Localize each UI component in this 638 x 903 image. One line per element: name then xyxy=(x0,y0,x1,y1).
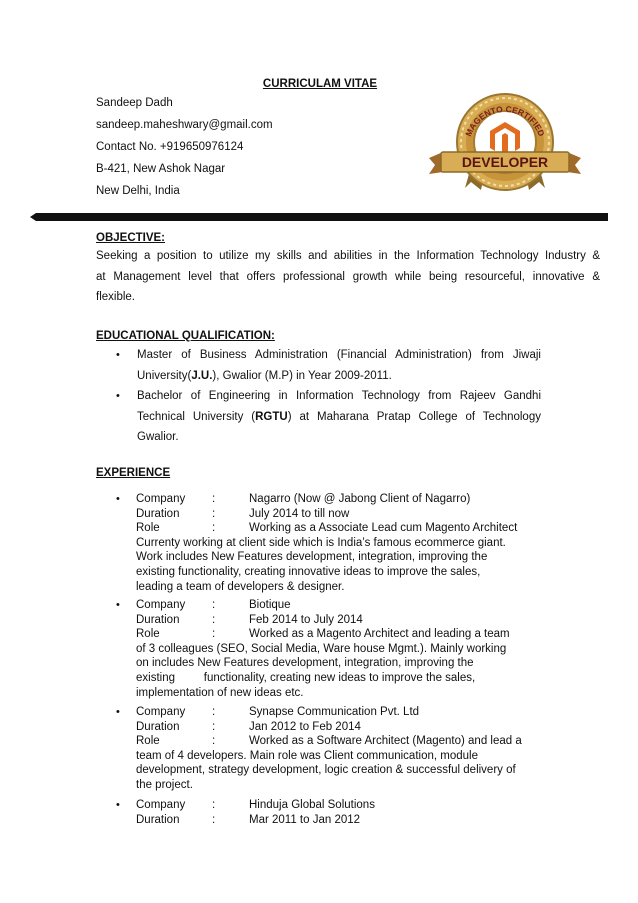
university-abbr: J.U. xyxy=(191,369,213,382)
magento-certified-badge xyxy=(425,90,585,200)
experience-desc-line: on includes New Features development, integration, improving the xyxy=(136,657,474,670)
company-label: Company xyxy=(136,706,186,718)
experience-desc-line: the project. xyxy=(136,778,193,791)
experience-item: Company : Hinduja Global Solutions Duration : Mar 2011 to Jan 2012 xyxy=(136,799,375,826)
education-line: University(J.U.), Gwalior (M.P) in Year 2009-2011. xyxy=(137,369,392,382)
university-abbr: RGTU xyxy=(255,410,288,423)
experience-desc-line: team of 4 developers. Main role was Client communication, module xyxy=(136,749,478,762)
bullet-icon: • xyxy=(116,799,120,811)
contact-number: Contact No. +919650976124 xyxy=(96,141,244,153)
header-divider xyxy=(30,213,608,221)
objective-line: Seeking a position to utilize my skills and abilities in the Information Technology Industry & xyxy=(96,250,600,262)
education-line: Gwalior. xyxy=(137,431,179,443)
bullet-icon: • xyxy=(116,599,120,611)
badge-top-text: MAGENTO CERTIFIED xyxy=(463,103,547,138)
experience-desc-line: development, strategy development, logic creation & successful delivery of xyxy=(136,764,516,777)
experience-desc-line: existing functionality, creating innovative ideas to improve the sales, xyxy=(136,565,481,578)
role-label: Role xyxy=(136,628,160,641)
objective-line: at Management level that offers professional growth while being resourceful, innovative & xyxy=(96,270,600,283)
objective-heading: OBJECTIVE: xyxy=(96,232,166,244)
experience-desc-line: Currenty working at client side which is India’s famous ecommerce giant. xyxy=(136,536,506,549)
experience-desc-line: Work includes New Features development, integration, improving the xyxy=(136,551,488,564)
education-line: Master of Business Administration (Financial Administration) from Jiwaji xyxy=(137,349,541,361)
bullet-icon: • xyxy=(116,493,120,505)
company-name: Hinduja Global Solutions xyxy=(249,799,375,811)
experience-item: Company : Nagarro (Now @ Jabong Client of Nagarro) Duration : July 2014 to till now Role : Working as a Associate Lead cum Magento Architect Currenty working at client side which is India’s famous ecommerce giant. Work includes New Features development, integration, improving the existing functionality, creating innovative ideas to improve the sales, leading a team of developers & designer. xyxy=(136,493,518,593)
role-label: Role xyxy=(136,735,160,748)
experience-heading: EXPERIENCE xyxy=(96,467,171,479)
objective-text xyxy=(96,246,600,308)
bullet-icon: • xyxy=(116,349,120,361)
education-line: Technical University (RGTU) at Maharana Pratap College of Technology xyxy=(137,410,541,423)
company-label: Company xyxy=(136,599,186,611)
experience-desc-line: implementation of new ideas etc. xyxy=(136,686,304,699)
company-name: Synapse Communication Pvt. Ltd xyxy=(249,706,420,718)
duration-value: Mar 2011 to Jan 2012 xyxy=(249,813,361,826)
role-value: Worked as a Magento Architect and leading a team xyxy=(249,628,510,641)
email-address: sandeep.maheshwary@gmail.com xyxy=(96,119,273,131)
duration-label: Duration xyxy=(136,507,180,520)
company-name: Biotique xyxy=(249,599,291,611)
duration-value: Jan 2012 to Feb 2014 xyxy=(249,720,361,733)
duration-label: Duration xyxy=(136,813,180,826)
role-value: Worked as a Software Architect (Magento) and lead a xyxy=(249,735,522,748)
duration-label: Duration xyxy=(136,720,180,733)
company-label: Company xyxy=(136,799,186,811)
objective-line: flexible. xyxy=(96,291,135,303)
role-value: Working as a Associate Lead cum Magento Architect xyxy=(249,522,518,535)
education-line: Bachelor of Engineering in Information Technology from Rajeev Gandhi xyxy=(137,390,541,402)
experience-item: Company : Synapse Communication Pvt. Ltd Duration : Jan 2012 to Feb 2014 Role : Worked as a Software Architect (Magento) and lead a team of 4 developers. Main role was Client communication, module development, strategy development, logic creation & successful delivery of the project. xyxy=(136,706,522,791)
candidate-name: Sandeep Dadh xyxy=(96,97,173,109)
duration-label: Duration xyxy=(136,613,180,626)
education-item xyxy=(137,386,541,448)
experience-desc-line: existing functionality, creating new ideas to improve the sales, xyxy=(136,671,476,684)
experience-item: Company : Biotique Duration : Feb 2014 to July 2014 Role : Worked as a Magento Architect and leading a team of 3 colleagues (SEO, Social Media, Ware house Mgmt.). Mainly working on includes New Features development, integration, improving the existing functionality, creating new ideas to improve the sales, implementation of new ideas etc. xyxy=(136,599,510,699)
experience-desc-line: leading a team of developers & designer. xyxy=(136,580,345,593)
company-name: Nagarro (Now @ Jabong Client of Nagarro) xyxy=(249,493,471,505)
bullet-icon: • xyxy=(116,706,120,718)
experience-desc-line: of 3 colleagues (SEO, Social Media, Ware house Mgmt.). Mainly working xyxy=(136,642,507,655)
duration-value: July 2014 to till now xyxy=(249,507,350,520)
company-label: Company xyxy=(136,493,186,505)
education-item xyxy=(137,345,541,386)
role-label: Role xyxy=(136,522,160,535)
address-line-1: B-421, New Ashok Nagar xyxy=(96,163,226,175)
duration-value: Feb 2014 to July 2014 xyxy=(249,613,363,626)
bullet-icon: • xyxy=(116,390,120,402)
education-heading: EDUCATIONAL QUALIFICATION: xyxy=(96,330,275,342)
badge-banner-text: DEVELOPER xyxy=(461,154,549,170)
address-line-2: New Delhi, India xyxy=(96,185,180,197)
document-title: CURRICULAM VITAE xyxy=(262,78,378,90)
